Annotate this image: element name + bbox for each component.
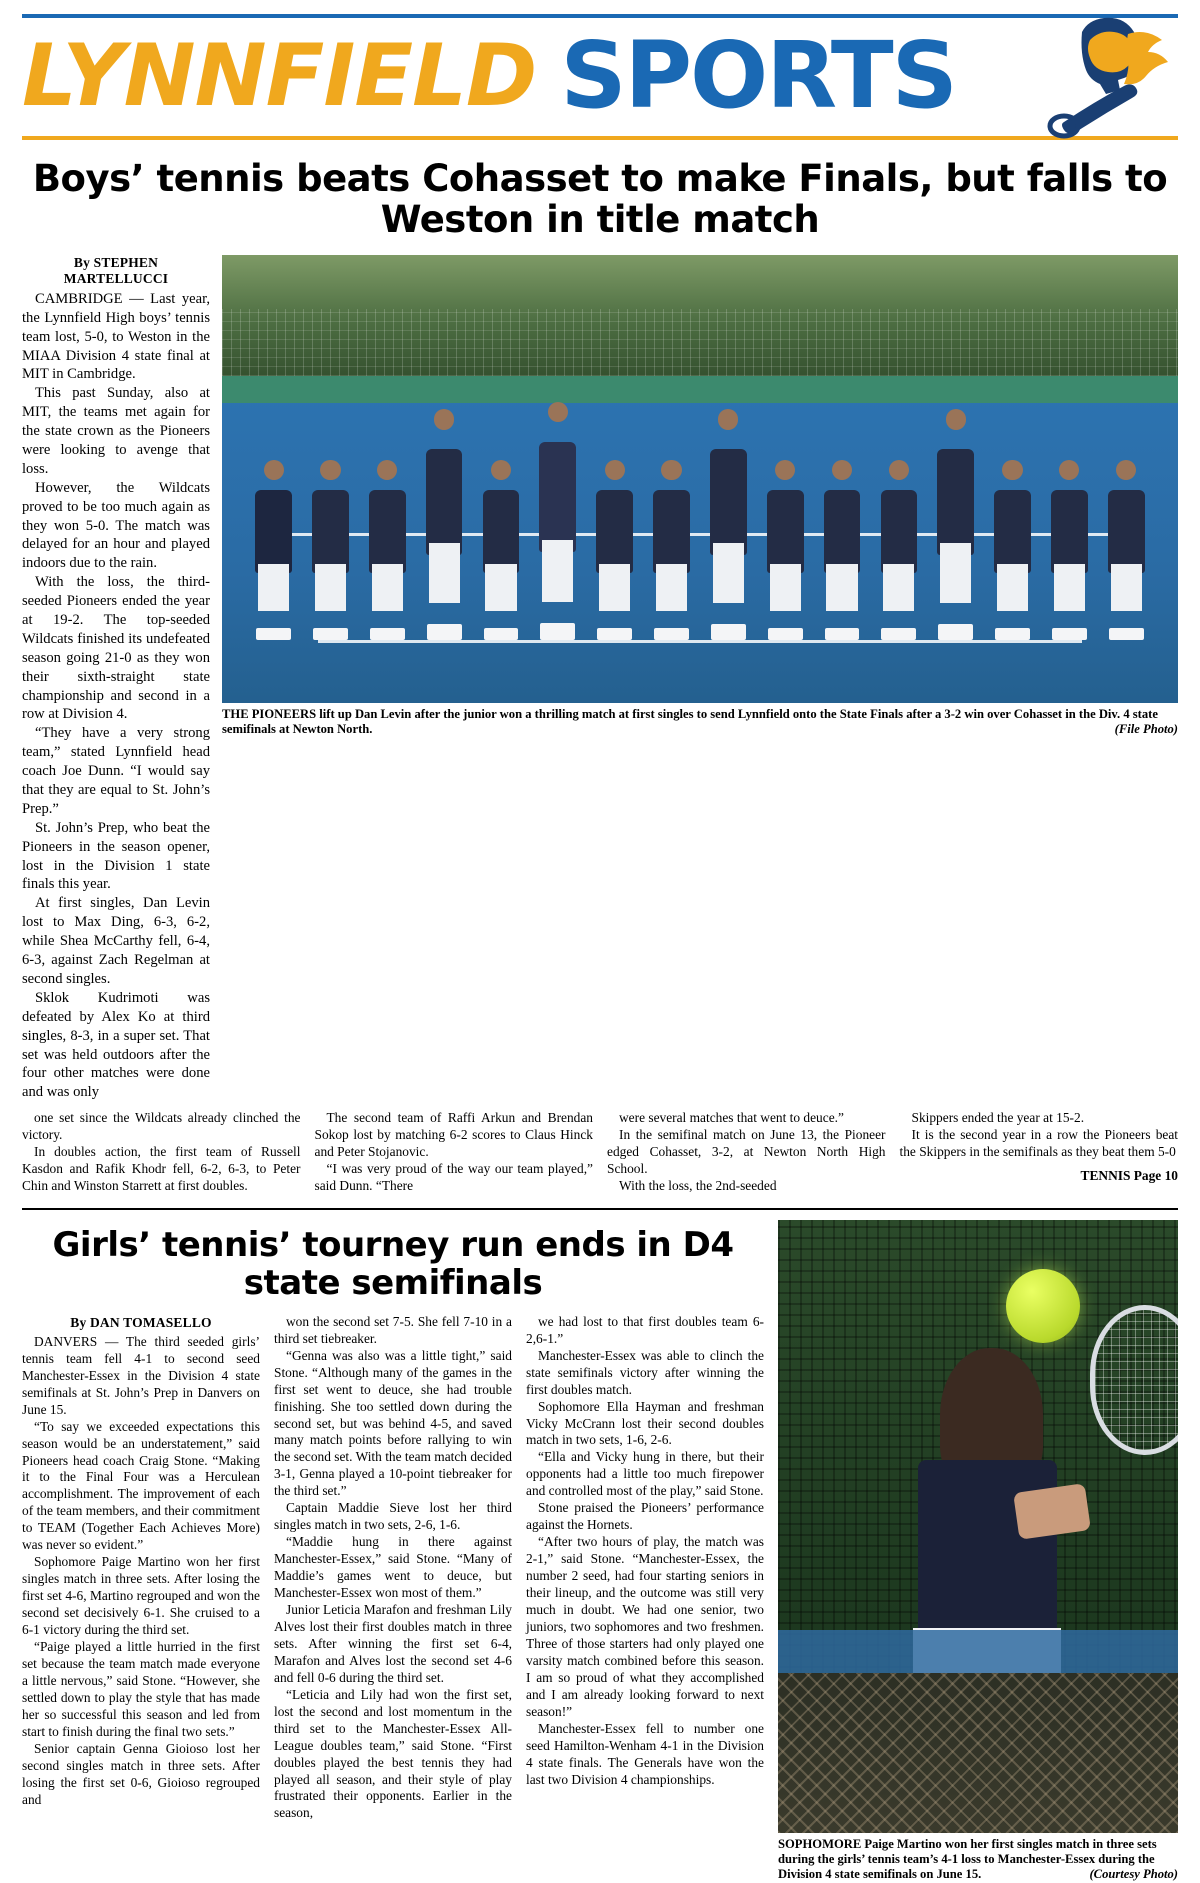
paragraph: Stone praised the Pioneers’ performance against the Hornets. <box>526 1500 764 1533</box>
paragraph: With the loss, the third-seeded Pioneers ended the year at 19-2. The top-seeded Wildcats finished its undefeated season going 21-0 as they won their sixth-straight state championship and second in a row at Division 4. <box>22 574 210 723</box>
paragraph: “Leticia and Lily had won the first set, lost the second and lost momentum in the third set to the Manchester-Essex All-League doubles team,” said Stone. “First doubles played the best tennis they had played all season, and their style of play frustrated their opponents. Earlier in the season, <box>274 1686 512 1821</box>
story1-photo-block <box>222 255 1178 1102</box>
story1-jump-column-3 <box>607 1110 886 1194</box>
tennis-racket <box>1090 1305 1178 1455</box>
photo-credit: (Courtesy Photo) <box>1089 1867 1178 1882</box>
paragraph: Sophomore Ella Hayman and freshman Vicky McCrann lost their second doubles match in two sets, 1-6, 2-6. <box>526 1398 764 1448</box>
girls-tennis-player-photo <box>778 1220 1178 1833</box>
caption-text: SOPHOMORE Paige Martino won her first singles match in three sets during the girls’ tennis team’s 4-1 loss to Manchester-Essex during the Division 4 state semifinals on June 15. <box>778 1836 1157 1882</box>
paragraph: “Genna was also was a little tight,” said Stone. “Although many of the games in the first set went to deuce, she had trouble finishing. She too settled down during the second set, but was behind 4-5, and saved many match points before rallying to win the second set. With the team match decided 3-1, Genna played a 10-point tiebreaker for the third set.” <box>274 1347 512 1499</box>
paragraph: “Paige played a little hurried in the first set because the team match made everyone a little nervous,” said Stone. “However, she settled down to play the style that has made her so successful this season and led from start to finish during the final two sets.” <box>22 1639 260 1739</box>
photo-credit: (File Photo) <box>1114 722 1178 737</box>
story1 <box>22 255 1178 1102</box>
knight-mascot-logo-icon <box>1024 14 1174 144</box>
paragraph: CAMBRIDGE — Last year, the Lynnfield High boys’ tennis team lost, 5-0, to Weston in the MIAA Division 4 state final at MIT in Cambridge. <box>22 290 210 383</box>
paragraph: Junior Leticia Marafon and freshman Lily Alves lost their first doubles match in three sets. After winning the first set 6-4, Marafon and Alves lost the second set 4-6 and fell 0-6 during the third set. <box>274 1601 512 1685</box>
paragraph: “Ella and Vicky hung in there, but their opponents had a little too much firepower and controlled most of the play,” said Stone. <box>526 1449 764 1499</box>
paragraph: In the semifinal match on June 13, the Pioneer edged Cohasset, 3-2, at Newton North High School. <box>607 1127 886 1176</box>
paragraph: “I was very proud of the way our team played,” said Dunn. “There <box>314 1160 593 1193</box>
paragraph: DANVERS — The third seeded girls’ tennis team fell 4-1 to second seed Manchester-Essex in the Division 4 state semifinals at St. John’s Prep in Danvers on June 15. <box>22 1333 260 1417</box>
story1-photo-caption <box>222 707 1178 738</box>
paragraph: won the second set 7-5. She fell 7-10 in a third set tiebreaker. <box>274 1313 512 1346</box>
section-divider <box>22 1208 1178 1210</box>
story1-column-1 <box>22 255 210 1102</box>
story1-jump-columns <box>22 1110 1178 1194</box>
paragraph: This past Sunday, also at MIT, the teams met again for the state crown as the Pioneers were looking to avenge that loss. <box>22 385 210 477</box>
paragraph: At first singles, Dan Levin lost to Max Ding, 6-3, 6-2, while Shea McCarthy fell, 6-4, 6-3, against Zach Regelman at second singles. <box>22 895 210 987</box>
paragraph: In doubles action, the first team of Russell Kasdon and Rafik Khodr fell, 6-2, 6-3, to Peter Chin and Winston Starrett at first doubles. <box>22 1143 301 1193</box>
paragraph: The second team of Raffi Arkun and Brendan Sokop lost by matching 6-2 scores to Claus Hinck and Peter Stojanovic. <box>314 1110 593 1159</box>
paragraph: St. John’s Prep, who beat the Pioneers in the season opener, lost in the Division 1 state finals this year. <box>22 819 210 893</box>
paragraph: were several matches that went to deuce.” <box>619 1110 844 1126</box>
story2-column-3 <box>526 1314 764 1823</box>
story1-byline: By STEPHEN MARTELLUCCI <box>63 254 169 286</box>
paragraph: Sophomore Paige Martino won her first singles match in three sets. After losing the first set 4-6, Martino regrouped and won the second set decisively 6-1. She cruised to a 6-1 victory during the third set. <box>22 1554 260 1638</box>
story2 <box>22 1220 1178 1883</box>
paragraph: “To say we exceeded expectations this season would be an understatement,” said Pioneers head coach Craig Stone. “Making it to the Final Four was a Herculean accomplishment. The improvement of each of the team members, and their commitment to TEAM (Together Each Achieves More) was never so evident.” <box>22 1418 260 1553</box>
paragraph: It is the second year in a row the Pioneers beat the Skippers in the semifinals as they beat them 5-0 <box>899 1127 1178 1159</box>
masthead-rule-bottom <box>22 136 1178 140</box>
paragraph: Manchester-Essex fell to number one seed Hamilton-Wenham 4-1 in the Division 4 state finals. The Generals have won the last two Division 4 championships. <box>526 1720 764 1787</box>
boys-tennis-team-photo <box>222 255 1178 703</box>
paragraph: Captain Maddie Sieve lost her third singles match in two sets, 2-6, 1-6. <box>274 1500 512 1533</box>
masthead-word-lynnfield: LYNNFIELD <box>22 26 537 126</box>
paragraph: “They have a very strong team,” stated Lynnfield head coach Joe Dunn. “I would say that they are equal to St. John’s Prep.” <box>22 725 210 817</box>
story2-column-2 <box>274 1314 512 1823</box>
paragraph: “Maddie hung in there against Manchester-Essex,” said Stone. “Many of Maddie’s games went to deuce, but Manchester-Essex won most of them.” <box>274 1534 512 1601</box>
paragraph: “After two hours of play, the match was 2-1,” said Stone. “Manchester-Essex, the number 2 seed, had four starting seniors in their lineup, and the outcome was still very much in doubt. We had one senior, two juniors, two sophomores and two freshmen. Three of those starters had only played one varsity match combined before this season. I am so proud of what they accomplished and I am already looking forward to next season!” <box>526 1534 764 1719</box>
story2-column-1 <box>22 1314 260 1823</box>
paragraph: However, the Wildcats proved to be too much again as they won 5-0. The match was delayed for an hour and played indoors due to the rain. <box>22 479 210 572</box>
story2-photo-caption <box>778 1837 1178 1883</box>
story1-body-column-1 <box>22 290 210 1102</box>
story2-byline: By DAN TOMASELLO <box>70 1314 212 1330</box>
paragraph: Sklok Kudrimoti was defeated by Alex Ko at third singles, 8-3, in a super set. That set was held outdoors after the four other matches were done and was only <box>22 989 210 1101</box>
story1-jump-column-4 <box>900 1110 1179 1194</box>
tennis-ball <box>1006 1269 1080 1343</box>
story1-jump-column-1 <box>22 1110 301 1194</box>
story1-headline: Boys’ tennis beats Cohasset to make Finals, but falls to Weston in title match <box>32 157 1168 242</box>
caption-text: THE PIONEERS lift up Dan Levin after the junior won a thrilling match at first singles to send Lynnfield onto the State Finals after a 3-2 win over Cohasset in the Div. 4 state semifinals at Newton North. <box>222 706 1158 737</box>
masthead-rule-top <box>22 14 1178 18</box>
story2-photo-block <box>778 1220 1178 1883</box>
story2-headline: Girls’ tennis’ tourney run ends in D4 state semifinals <box>52 1224 734 1303</box>
paragraph: we had lost to that first doubles team 6-2,6-1.” <box>526 1313 764 1346</box>
story1-jump-column-2 <box>315 1110 594 1194</box>
masthead-word-sports: SPORTS <box>560 22 956 129</box>
paragraph: Senior captain Genna Gioioso lost her second singles match in three sets. After losing the first set 0-6, Gioioso regrouped and <box>22 1740 260 1807</box>
paragraph: With the loss, the 2nd-seeded <box>619 1177 777 1193</box>
masthead <box>22 0 1178 140</box>
paragraph: Skippers ended the year at 15-2. <box>911 1110 1085 1126</box>
paragraph: Manchester-Essex was able to clinch the state semifinals victory after winning the first doubles match. <box>526 1347 764 1397</box>
story1-jumpline[interactable]: TENNIS Page 10 <box>1080 1167 1178 1183</box>
paragraph: one set since the Wildcats already clinched the victory. <box>22 1110 301 1143</box>
